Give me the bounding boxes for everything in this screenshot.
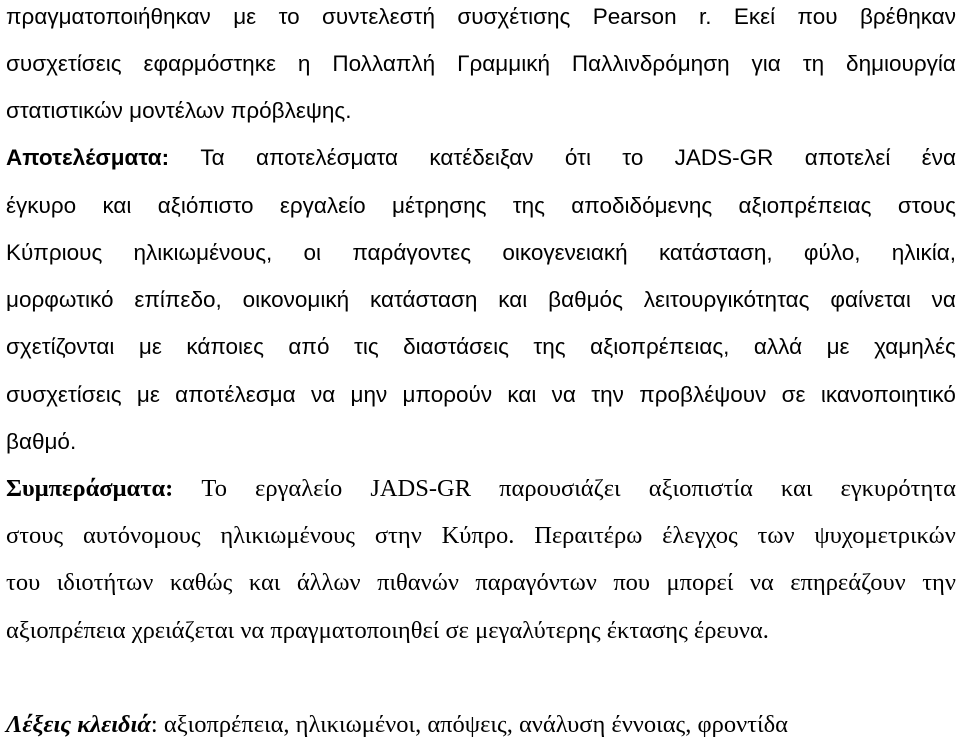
word: αξιοπρέπειας,: [590, 334, 730, 359]
word: η: [297, 51, 311, 76]
word: μπορούν: [402, 382, 493, 407]
word: με: [136, 382, 160, 407]
word: της: [533, 334, 566, 359]
word: αποδιδόμενης: [571, 193, 713, 218]
word: εγκυρότητα: [840, 475, 956, 502]
word: Περαιτέρω: [534, 522, 643, 549]
word: ηλικιωμένους,: [133, 240, 273, 265]
word: αποτελεί: [804, 145, 891, 170]
word: φαίνεται: [830, 287, 911, 312]
word: το: [622, 145, 644, 170]
results-line: [6, 380, 956, 410]
word: ότι: [564, 145, 591, 170]
word: ηλικία,: [891, 240, 956, 265]
word: της: [512, 193, 545, 218]
word: και: [102, 193, 132, 218]
word: με: [138, 334, 162, 359]
word: το: [278, 4, 300, 29]
keywords-label: Λέξεις κλειδιά: [6, 711, 151, 738]
word: κατέδειξαν: [429, 145, 534, 170]
word: δημιουργία: [846, 51, 956, 76]
word: στην: [374, 522, 422, 549]
word: λειτουργικότητας: [643, 287, 810, 312]
word: μην: [350, 382, 388, 407]
word: για: [751, 51, 781, 76]
word: αυτόνομους: [82, 522, 201, 549]
conclusions-line: [6, 521, 956, 551]
paragraph-1-line-1: [6, 2, 956, 32]
word: μπορεί: [666, 569, 734, 596]
word: παρουσιάζει: [499, 475, 621, 502]
word: τις: [353, 334, 379, 359]
word: με: [826, 334, 850, 359]
word: ένα: [921, 145, 956, 170]
results-line: [6, 238, 956, 268]
word: ψυχομετρικών: [814, 522, 956, 549]
word: προβλέψουν: [639, 382, 767, 407]
word: αλλά: [753, 334, 803, 359]
word: συσχετίσεις: [6, 382, 122, 407]
keywords-separator: :: [150, 711, 158, 738]
results-last-line: βαθμό.: [6, 429, 77, 454]
conclusions-first-line: [6, 474, 956, 504]
word: να: [310, 382, 336, 407]
results-line: [6, 191, 956, 221]
word: Εκεί: [733, 4, 776, 29]
paragraph-1-line-3: στατιστικών μοντέλων πρόβλεψης.: [6, 98, 352, 123]
conclusions-line: [6, 568, 956, 598]
word: συσχετίσεις: [6, 51, 122, 76]
word: από: [288, 334, 330, 359]
word: κατάσταση: [369, 287, 478, 312]
paragraph-1-line-2: [6, 49, 956, 79]
word: επηρεάζουν: [790, 569, 906, 596]
results-first-line: [6, 143, 956, 173]
word: και: [498, 287, 528, 312]
keywords-text: αξιοπρέπεια, ηλικιωμένοι, απόψεις, ανάλυση έννοιας, φροντίδα: [157, 711, 788, 738]
word: και: [248, 569, 281, 596]
word: χαμηλές: [874, 334, 956, 359]
word: των: [757, 522, 795, 549]
word: Κύπριους: [6, 240, 103, 265]
word: βαθμός: [548, 287, 623, 312]
word: Pearson: [592, 4, 677, 29]
word: έλεγχος: [662, 522, 738, 549]
word: Πολλαπλή: [332, 51, 436, 76]
word: αποτέλεσμα: [175, 382, 296, 407]
word: Γραμμική: [457, 51, 550, 76]
word: στους: [6, 522, 64, 549]
word: πραγματοποιήθηκαν: [6, 4, 211, 29]
word: που: [797, 4, 838, 29]
word: να: [749, 569, 774, 596]
results-line: [6, 332, 956, 362]
word: εφαρμόστηκε: [143, 51, 276, 76]
word: με: [233, 4, 257, 29]
word: Κύπρο.: [441, 522, 515, 549]
word: αποτελέσματα: [256, 145, 399, 170]
word: την: [922, 569, 956, 596]
word: εργαλείο: [279, 193, 366, 218]
word: φύλο,: [803, 240, 861, 265]
word: παραγόντων: [475, 569, 597, 596]
word: βρέθηκαν: [859, 4, 956, 29]
conclusions-heading: Συμπεράσματα:: [6, 475, 174, 502]
word: οικονομική: [242, 287, 350, 312]
word: τη: [802, 51, 825, 76]
word: οι: [303, 240, 322, 265]
word: σε: [781, 382, 806, 407]
word: κάποιες: [186, 334, 264, 359]
word: και: [507, 382, 537, 407]
word: παράγοντες: [352, 240, 472, 265]
results-line: [6, 285, 956, 315]
word: άλλων: [296, 569, 361, 596]
word: ιδιοτήτων: [56, 569, 154, 596]
word: αξιοπιστία: [648, 475, 753, 502]
word: σχετίζονται: [6, 334, 115, 359]
word: μορφωτικό: [6, 287, 114, 312]
word: εργαλείο: [255, 475, 343, 502]
word: r.: [698, 4, 712, 29]
word: διαστάσεις: [403, 334, 509, 359]
word: μέτρησης: [392, 193, 487, 218]
word: οικογενειακή: [502, 240, 628, 265]
word: του: [6, 569, 41, 596]
word: ικανοποιητικό: [820, 382, 956, 407]
word: αξιόπιστο: [157, 193, 254, 218]
word: συσχέτισης: [457, 4, 571, 29]
word: Παλλινδρόμηση: [571, 51, 730, 76]
word: κατάσταση,: [658, 240, 773, 265]
word: συντελεστή: [322, 4, 435, 29]
word: JADS-GR: [370, 475, 472, 502]
keywords-line: [6, 710, 956, 740]
word: επίπεδο,: [134, 287, 222, 312]
word: έγκυρο: [6, 193, 77, 218]
word: να: [931, 287, 956, 312]
word: και: [780, 475, 813, 502]
word: καθώς: [169, 569, 233, 596]
conclusions-last-line: αξιοπρέπεια χρειάζεται να πραγματοποιηθεί σε μεγαλύτερης έκτασης έρευνα.: [6, 617, 769, 644]
word: Τα: [200, 145, 225, 170]
word: πιθανών: [377, 569, 459, 596]
word: Το: [201, 475, 227, 502]
word: στους: [897, 193, 956, 218]
word: την: [591, 382, 624, 407]
results-heading: Αποτελέσματα:: [6, 145, 170, 170]
word: που: [613, 569, 651, 596]
word: να: [551, 382, 576, 407]
word: JADS-GR: [674, 145, 774, 170]
word: αξιοπρέπειας: [738, 193, 872, 218]
word: ηλικιωμένους: [220, 522, 356, 549]
